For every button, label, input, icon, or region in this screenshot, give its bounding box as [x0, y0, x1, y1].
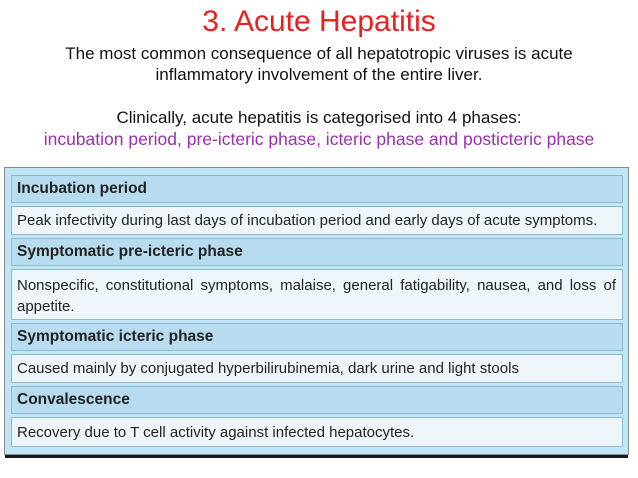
table-heading-pre-icteric: Symptomatic pre-icteric phase: [11, 238, 623, 266]
table-text-icteric: Caused mainly by conjugated hyperbilirubinemia, dark urine and light stools: [11, 354, 623, 383]
table-heading-incubation: Incubation period: [11, 175, 623, 203]
table-text-convalescence: Recovery due to T cell activity against infected hepatocytes.: [11, 417, 623, 447]
table-text-pre-icteric: Nonspecific, constitutional symptoms, malaise, general fatigability, nausea, and loss of appetite.: [11, 269, 623, 320]
phases-table: [4, 167, 629, 455]
table-heading-convalescence: Convalescence: [11, 386, 623, 414]
phases-list: incubation period, pre-icteric phase, icteric phase and posticteric phase: [43, 129, 595, 149]
intro-text: The most common consequence of all hepatotropic viruses is acute inflammatory involvement of the entire liver.: [65, 44, 573, 84]
table-heading-icteric: Symptomatic icteric phase: [11, 323, 623, 351]
table-text-incubation: Peak infectivity during last days of incubation period and early days of acute symptoms.: [11, 206, 623, 235]
slide-title: 3. Acute Hepatitis: [202, 5, 436, 38]
phases-intro-text: Clinically, acute hepatitis is categorised into 4 phases:: [116, 108, 522, 127]
